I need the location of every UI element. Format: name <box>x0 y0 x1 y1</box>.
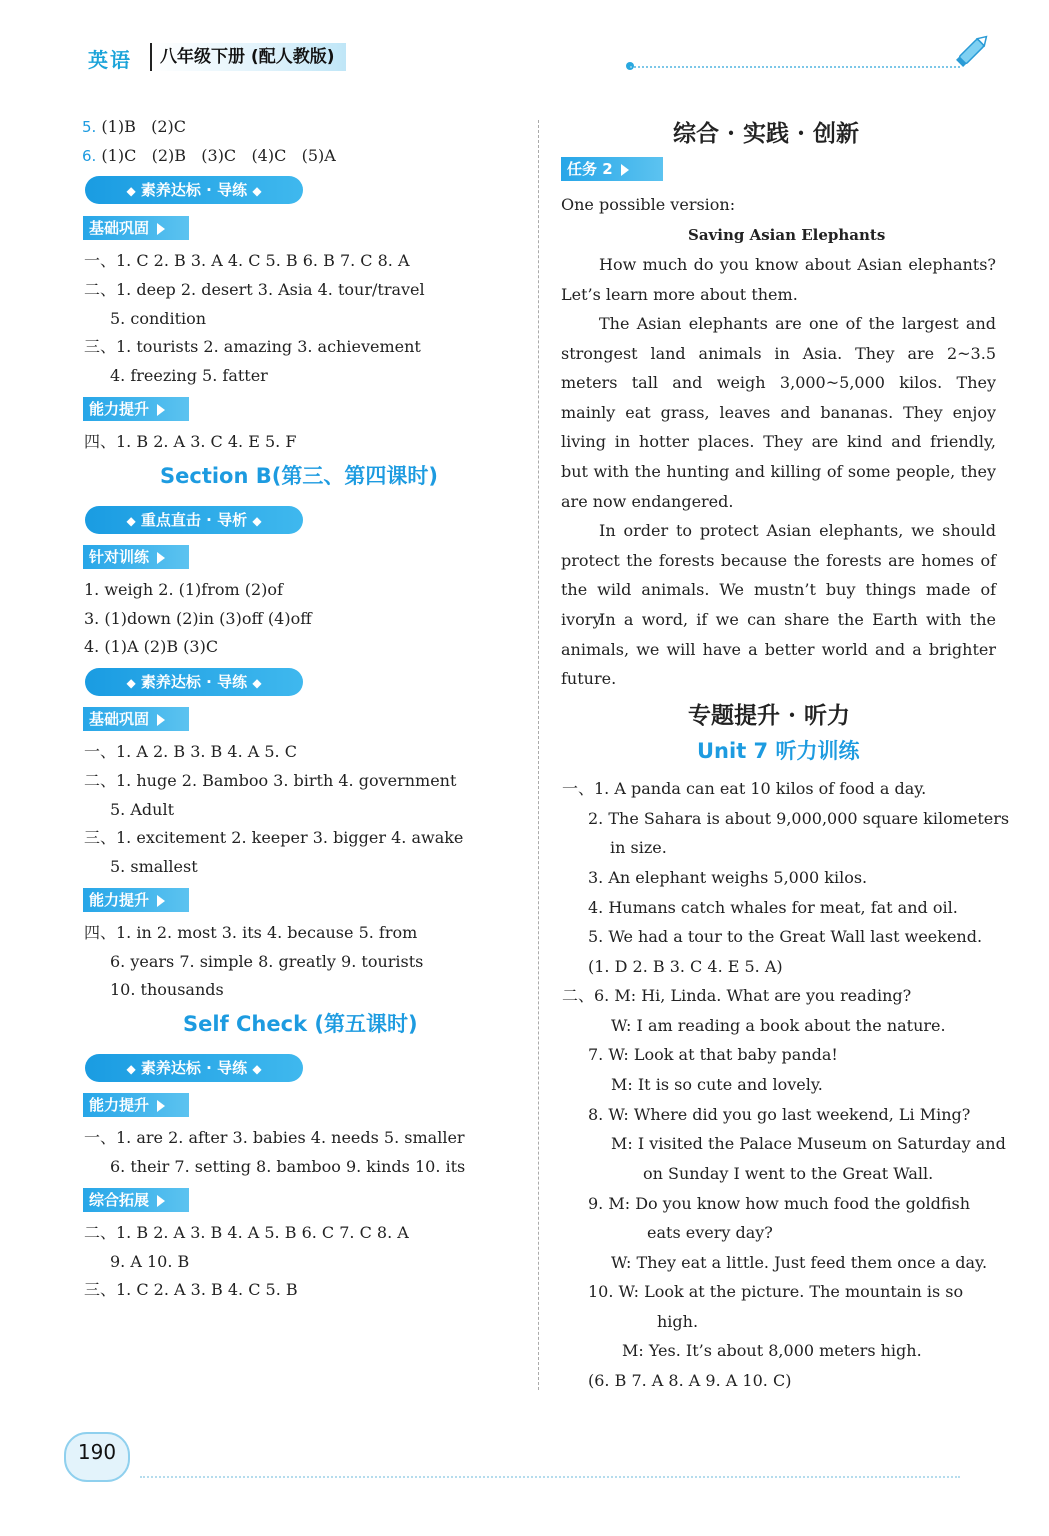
answer-row: 三、1. tourists 2. amazing 3. achievement <box>84 337 421 356</box>
tag-comprehensive: 综合拓展 <box>83 1188 189 1212</box>
header-subject: 英语 <box>88 48 132 72</box>
tag-basic-1: 基础巩固 <box>83 216 189 240</box>
dialogue-line: high. <box>657 1312 699 1331</box>
pen-icon <box>952 30 994 70</box>
section-pill-quality-3: ◆ 素养达标 · 导练 ◆ <box>85 1054 303 1082</box>
dialogue-line: W: I am reading a book about the nature. <box>611 1016 946 1035</box>
tag-ability-1: 能力提升 <box>83 397 189 421</box>
section-pill-focus: ◆ 重点直击 · 导析 ◆ <box>85 506 303 534</box>
answer-row: 三、1. C 2. A 3. B 4. C 5. B <box>84 1280 298 1299</box>
listening-line: 3. An elephant weighs 5,000 kilos. <box>588 868 868 887</box>
listening-line: 4. Humans catch whales for meat, fat and oil. <box>588 898 958 917</box>
answer-row: 5. Adult <box>110 800 174 819</box>
header-grade-edition: 八年级下册 (配人教版) <box>150 43 346 71</box>
tag-ability-3: 能力提升 <box>83 1093 189 1117</box>
answer-row: 4. (1)A (2)B (3)C <box>84 637 219 656</box>
dialogue-line: 8. W: Where did you go last weekend, Li Ming? <box>588 1105 971 1124</box>
dialogue-line: W: They eat a little. Just feed them once a day. <box>611 1253 988 1272</box>
answer-row: 6. their 7. setting 8. bamboo 9. kinds 10. its <box>110 1157 466 1176</box>
dialogue-line: M: Yes. It’s about 8,000 meters high. <box>622 1341 922 1360</box>
answer-row: 10. thousands <box>110 980 224 999</box>
answer-row: 6. years 7. simple 8. greatly 9. tourists <box>110 952 424 971</box>
dialogue-line: on Sunday I went to the Great Wall. <box>643 1164 934 1183</box>
answer-line-5: 5. (1)B (2)C <box>82 117 186 136</box>
essay-paragraph-4: In a word, if we can share the Earth with the animals, we will have a better world and a brighter future. <box>561 610 996 689</box>
title-practice-innovation: 综合 · 实践 · 创新 <box>673 120 860 147</box>
answer-row: 5. condition <box>110 309 207 328</box>
answer-row: 四、1. in 2. most 3. its 4. because 5. from <box>84 923 418 942</box>
listening-answers-2: (6. B 7. A 8. A 9. A 10. C) <box>588 1371 792 1390</box>
dialogue-line: M: I visited the Palace Museum on Saturday and <box>611 1134 1006 1153</box>
answer-row: 一、1. A 2. B 3. B 4. A 5. C <box>84 742 297 761</box>
answer-row: 二、1. deep 2. desert 3. Asia 4. tour/travel <box>84 280 425 299</box>
answer-row: 5. smallest <box>110 857 198 876</box>
task-tag: 任务 2 <box>561 157 663 181</box>
dialogue-line: 二、6. M: Hi, Linda. What are you reading? <box>562 986 912 1005</box>
answer-row: 二、1. huge 2. Bamboo 3. birth 4. government <box>84 771 457 790</box>
answer-row: 一、1. are 2. after 3. babies 4. needs 5. smaller <box>84 1128 465 1147</box>
answer-row: 3. (1)down (2)in (3)off (4)off <box>84 609 312 628</box>
essay-paragraph-2: The Asian elephants are one of the largest and strongest land animals in Asia. They are 2~3.5 meters tall and weigh 3,000~5,000 kilos. They mainly eat grass, leaves and bananas. They enjoy living in hotter places. They are kind and friendly, but with the hunting and killing of some people, they are now endangered. <box>561 314 996 511</box>
title-listening: 专题提升 · 听力 <box>688 702 851 729</box>
dialogue-line: 9. M: Do you know how much food the goldfish <box>588 1194 971 1213</box>
dialogue-line: M: It is so cute and lovely. <box>611 1075 823 1094</box>
header-dotted-line <box>630 66 960 68</box>
essay-title: Saving Asian Elephants <box>688 226 886 244</box>
tag-targeted: 针对训练 <box>83 545 189 569</box>
unit-7-listening: Unit 7 听力训练 <box>697 739 860 763</box>
dialogue-line: 10. W: Look at the picture. The mountain is so <box>588 1282 964 1301</box>
answer-row: 一、1. C 2. B 3. A 4. C 5. B 6. B 7. C 8. A <box>84 251 410 270</box>
listening-line: 2. The Sahara is about 9,000,000 square kilometers <box>588 809 1010 828</box>
page-number: 190 <box>77 1440 117 1464</box>
section-pill-quality-1: ◆ 素养达标 · 导练 ◆ <box>85 176 303 204</box>
tag-ability-2: 能力提升 <box>83 888 189 912</box>
answer-row: 四、1. B 2. A 3. C 4. E 5. F <box>84 432 297 451</box>
answer-row: 三、1. excitement 2. keeper 3. bigger 4. awake <box>84 828 464 847</box>
essay-paragraph-1: How much do you know about Asian elephants? Let’s learn more about them. <box>561 255 996 304</box>
column-divider <box>538 120 539 1390</box>
possible-version-label: One possible version: <box>561 195 736 214</box>
section-title-self-check: Self Check (第五课时) <box>183 1012 418 1036</box>
essay-paragraph-3: In order to protect Asian elephants, we should protect the forests because the forests are homes of the wild animals. We mustn’t buy things made of ivory. <box>561 521 996 629</box>
section-title-section-b: Section B(第三、第四课时) <box>160 464 438 488</box>
listening-line: in size. <box>610 838 667 857</box>
listening-answers-1: (1. D 2. B 3. C 4. E 5. A) <box>588 957 783 976</box>
section-pill-quality-2: ◆ 素养达标 · 导练 ◆ <box>85 668 303 696</box>
answer-line-6: 6. (1)C (2)B (3)C (4)C (5)A <box>82 146 336 165</box>
tag-basic-2: 基础巩固 <box>83 707 189 731</box>
answer-row: 9. A 10. B <box>110 1252 190 1271</box>
dialogue-line: 7. W: Look at that baby panda! <box>588 1045 838 1064</box>
answer-row: 4. freezing 5. fatter <box>110 366 268 385</box>
footer-dotted-line <box>140 1476 960 1478</box>
answer-row: 二、1. B 2. A 3. B 4. A 5. B 6. C 7. C 8. A <box>84 1223 409 1242</box>
answer-row: 1. weigh 2. (1)from (2)of <box>84 580 283 599</box>
dialogue-line: eats every day? <box>647 1223 773 1242</box>
listening-line: 一、1. A panda can eat 10 kilos of food a day. <box>562 779 927 798</box>
listening-line: 5. We had a tour to the Great Wall last weekend. <box>588 927 983 946</box>
